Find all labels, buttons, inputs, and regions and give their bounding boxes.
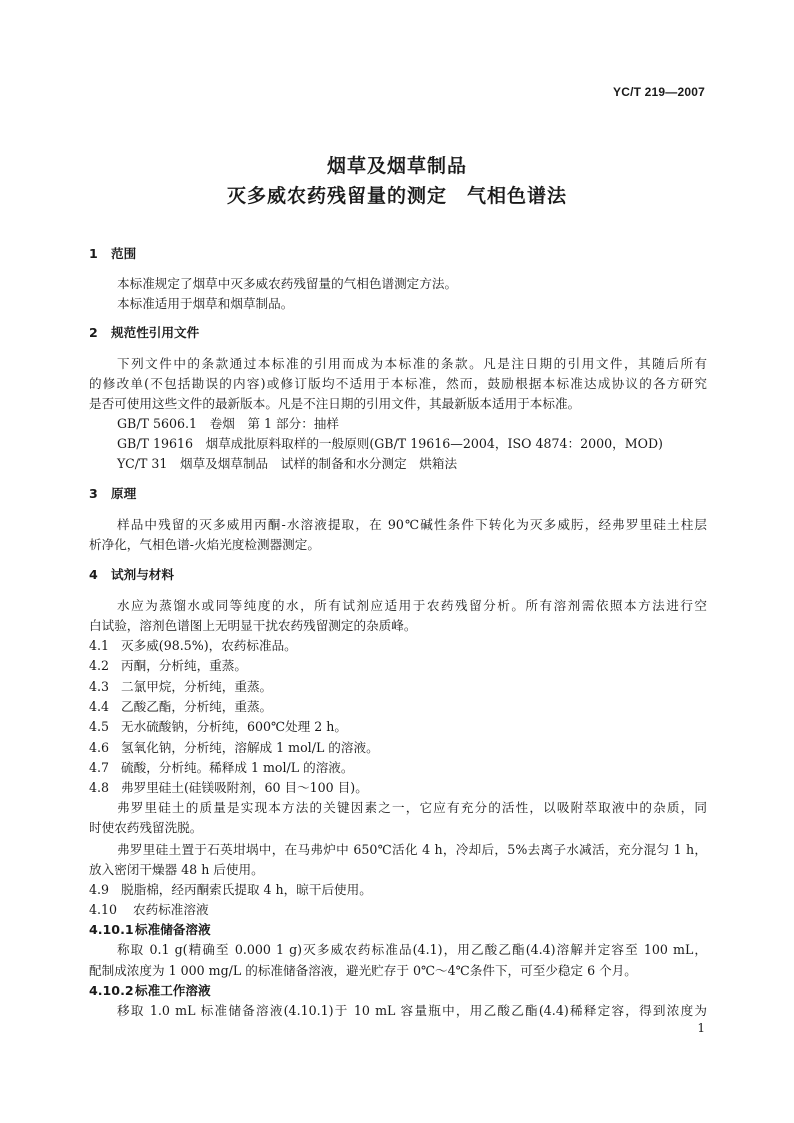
section-heading [89,323,199,343]
section-number: 4 [89,567,98,582]
clause-text: 丙酮，分析纯，重蒸。 [121,658,247,673]
clause-number: 4.3 [89,679,110,694]
clause-text: 农药标准溶液 [133,902,209,917]
paragraph: 样品中残留的灭多威用丙酮-水溶液提取，在 90℃碱性条件下转化为灭多威肟，经弗罗里硅土柱层 [117,517,707,532]
reference-item: GB/T 5606.1 卷烟 第 1 部分：抽样 [117,416,339,431]
section-number: 2 [89,325,98,340]
clause-item [89,717,707,737]
subclause-heading [89,920,211,940]
section-title: 范围 [111,246,137,261]
clause-text: 脱脂棉，经丙酮索氏提取 4 h，晾干后使用。 [121,882,372,897]
page-number: 1 [697,1021,705,1035]
section-heading [89,244,136,264]
section-title: 试剂与材料 [111,567,174,582]
clause-text: 二氯甲烷，分析纯，重蒸。 [121,679,273,694]
subclause-heading [89,981,211,1001]
paragraph: 白试验，溶剂色谱图上无明显干扰农药残留测定的杂质峰。 [89,618,417,633]
subclause-title: 标准工作溶液 [135,983,211,998]
clause-number: 4.9 [89,882,110,897]
clause-text: 无水硫酸钠，分析纯，600℃处理 2 h。 [121,719,347,734]
paragraph: 析净化，气相色谱-火焰光度检测器测定。 [89,537,320,552]
paragraph: 的修改单(不包括勘误的内容)或修订版均不适用于本标准，然而，鼓励根据本标准达成协议的各方研究 [89,376,707,391]
clause-text: 氢氧化钠，分析纯，溶解成 1 mol/L 的溶液。 [121,740,379,755]
paragraph: 时使农药残留洗脱。 [89,820,203,835]
clause-number: 4.7 [89,760,110,775]
clause-number: 4.4 [89,699,110,714]
paragraph: 弗罗里硅土的质量是实现本方法的关键因素之一，它应有充分的活性，以吸附萃取液中的杂质，同 [117,800,707,815]
section-title: 规范性引用文件 [111,325,200,340]
clause-text: 弗罗里硅土(硅镁吸附剂，60 目～100 目)。 [121,780,368,795]
paragraph: 移取 1.0 mL 标准储备溶液(4.10.1)于 10 mL 容量瓶中，用乙酸乙酯(4.4)稀释定容，得到浓度为 [117,1003,707,1018]
paragraph: 弗罗里硅土置于石英坩埚中，在马弗炉中 650℃活化 4 h，冷却后，5%去离子水减活，充分混匀 1 h， [117,842,707,857]
clause-number: 4.2 [89,658,110,673]
clause-item [89,697,707,717]
paragraph: 水应为蒸馏水或同等纯度的水，所有试剂应适用于农药残留分析。所有溶剂需依照本方法进行空 [117,598,707,613]
clause-item [89,677,707,697]
document-title-line-1: 烟草及烟草制品 [326,155,467,177]
standard-code: YC/T 219—2007 [613,85,705,99]
section-number: 3 [89,486,98,501]
section-heading [89,565,174,585]
subclause-number: 4.10.1 [89,922,134,937]
clause-item [89,778,707,798]
clause-item [89,880,707,900]
paragraph: 下列文件中的条款通过本标准的引用而成为本标准的条款。凡是注日期的引用文件，其随后所有 [117,356,707,371]
section-heading [89,484,136,504]
subclause-number: 4.10.2 [89,983,134,998]
paragraph: 配制成浓度为 1 000 mg/L 的标准储备溶液，避光贮存于 0℃～4℃条件下，可至少稳定 6 个月。 [89,963,637,978]
paragraph: 本标准适用于烟草和烟草制品。 [117,296,294,311]
clause-item [89,738,707,758]
section-number: 1 [89,246,98,261]
subclause-title: 标准储备溶液 [135,922,211,937]
clause-number: 4.8 [89,780,110,795]
clause-item [89,900,707,920]
section-title: 原理 [111,486,137,501]
clause-number: 4.10 [89,902,118,917]
clause-text: 灭多威(98.5%)，农药标准品。 [121,638,297,653]
clause-number: 4.1 [89,638,110,653]
paragraph: 称取 0.1 g(精确至 0.000 1 g)灭多威农药标准品(4.1)，用乙酸乙酯(4.4)溶解并定容至 100 mL， [117,942,707,957]
paragraph: 本标准规定了烟草中灭多威农药残留量的气相色谱测定方法。 [117,276,458,291]
clause-text: 乙酸乙酯，分析纯，重蒸。 [121,699,273,714]
paragraph: 放入密闭干燥器 48 h 后使用。 [89,862,264,877]
document-title-line-2: 灭多威农药残留量的测定 气相色谱法 [226,185,567,207]
clause-item [89,636,707,656]
clause-number: 4.6 [89,740,110,755]
clause-text: 硫酸，分析纯。稀释成 1 mol/L 的溶液。 [121,760,354,775]
clause-item [89,758,707,778]
reference-item: GB/T 19616 烟草成批原料取样的一般原则(GB/T 19616—2004，ISO 4874：2000，MOD) [117,436,663,451]
clause-number: 4.5 [89,719,110,734]
clause-item [89,656,707,676]
paragraph: 是否可使用这些文件的最新版本。凡是不注日期的引用文件，其最新版本适用于本标准。 [89,396,581,411]
reference-item: YC/T 31 烟草及烟草制品 试样的制备和水分测定 烘箱法 [117,456,458,471]
